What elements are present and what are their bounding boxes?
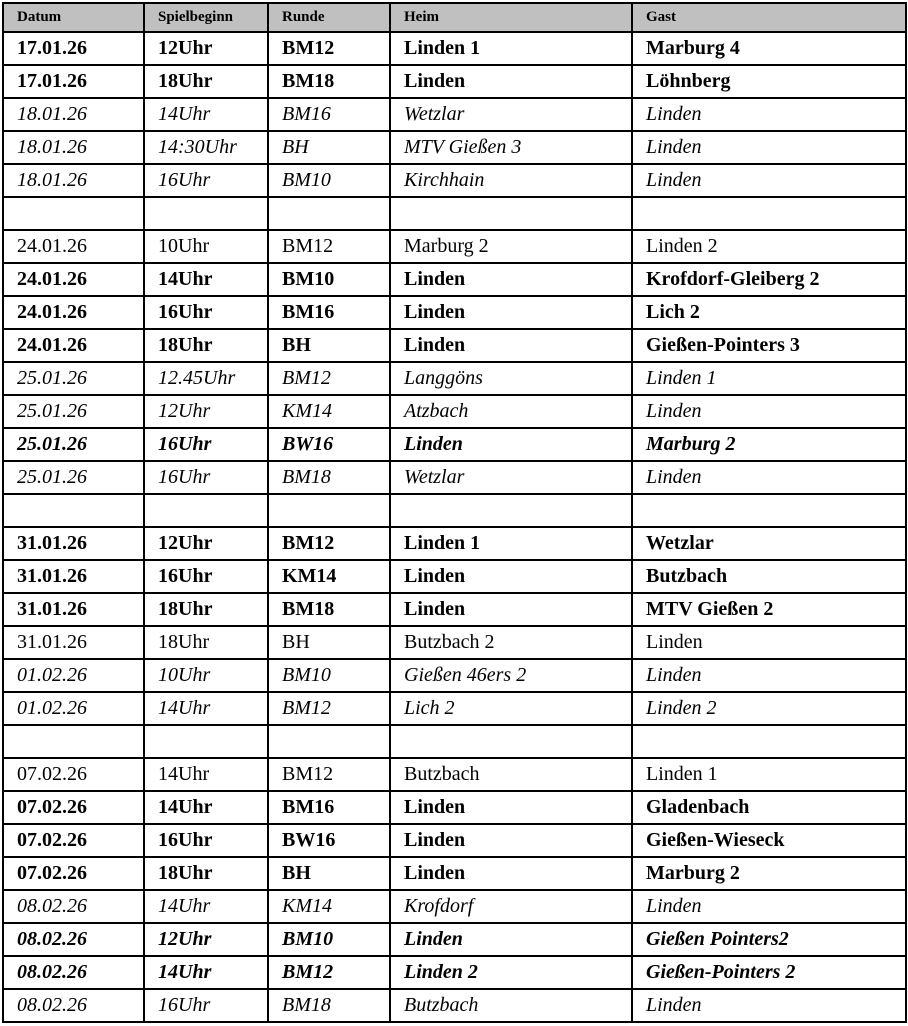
table-row — [3, 230, 906, 263]
cell-datum: 08.02.26 — [3, 890, 144, 923]
cell-runde: BM12 — [268, 758, 390, 791]
cell-gast: Linden — [632, 131, 906, 164]
cell-spielbeginn: 18Uhr — [144, 593, 268, 626]
table-header — [3, 3, 906, 32]
cell-datum — [3, 197, 144, 230]
cell-spielbeginn: 14Uhr — [144, 758, 268, 791]
cell-gast: MTV Gießen 2 — [632, 593, 906, 626]
cell-gast: Linden — [632, 461, 906, 494]
cell-runde: KM14 — [268, 560, 390, 593]
cell-gast: Linden — [632, 395, 906, 428]
table-row — [3, 164, 906, 197]
table-row — [3, 989, 906, 1022]
table-row — [3, 758, 906, 791]
cell-runde: BM12 — [268, 527, 390, 560]
cell-runde: BM10 — [268, 923, 390, 956]
cell-datum: 07.02.26 — [3, 758, 144, 791]
cell-spielbeginn: 12.45Uhr — [144, 362, 268, 395]
cell-runde: BH — [268, 329, 390, 362]
cell-datum: 31.01.26 — [3, 527, 144, 560]
cell-datum: 01.02.26 — [3, 659, 144, 692]
cell-spielbeginn — [144, 197, 268, 230]
cell-runde: BW16 — [268, 428, 390, 461]
cell-heim: Wetzlar — [390, 461, 632, 494]
cell-datum: 24.01.26 — [3, 329, 144, 362]
cell-gast: Linden — [632, 98, 906, 131]
table-row — [3, 428, 906, 461]
cell-gast: Krofdorf-Gleiberg 2 — [632, 263, 906, 296]
cell-runde — [268, 197, 390, 230]
cell-spielbeginn: 16Uhr — [144, 296, 268, 329]
cell-datum: 31.01.26 — [3, 626, 144, 659]
table-row — [3, 560, 906, 593]
cell-gast: Linden 2 — [632, 230, 906, 263]
cell-datum: 08.02.26 — [3, 923, 144, 956]
cell-spielbeginn: 16Uhr — [144, 560, 268, 593]
cell-gast: Lich 2 — [632, 296, 906, 329]
cell-spielbeginn: 14Uhr — [144, 956, 268, 989]
cell-runde — [268, 494, 390, 527]
table-row — [3, 395, 906, 428]
table-row — [3, 923, 906, 956]
cell-gast: Gießen-Pointers 3 — [632, 329, 906, 362]
cell-spielbeginn: 10Uhr — [144, 659, 268, 692]
cell-runde: BM12 — [268, 692, 390, 725]
cell-spielbeginn: 14Uhr — [144, 263, 268, 296]
cell-gast — [632, 197, 906, 230]
cell-spielbeginn: 18Uhr — [144, 857, 268, 890]
cell-runde: BM10 — [268, 164, 390, 197]
cell-spielbeginn: 12Uhr — [144, 395, 268, 428]
cell-datum: 25.01.26 — [3, 461, 144, 494]
cell-heim: Langgöns — [390, 362, 632, 395]
cell-datum — [3, 494, 144, 527]
cell-spielbeginn: 16Uhr — [144, 824, 268, 857]
cell-heim: Linden — [390, 857, 632, 890]
header-row — [3, 3, 906, 32]
table-row — [3, 65, 906, 98]
cell-spielbeginn: 14Uhr — [144, 98, 268, 131]
table-row — [3, 32, 906, 65]
cell-datum: 31.01.26 — [3, 593, 144, 626]
cell-heim: Linden 1 — [390, 527, 632, 560]
cell-gast: Gießen Pointers2 — [632, 923, 906, 956]
cell-runde: BM10 — [268, 263, 390, 296]
cell-heim: Linden — [390, 593, 632, 626]
cell-datum: 24.01.26 — [3, 263, 144, 296]
cell-gast: Linden — [632, 659, 906, 692]
cell-gast: Marburg 2 — [632, 857, 906, 890]
cell-runde: BM18 — [268, 65, 390, 98]
table-row — [3, 98, 906, 131]
cell-datum: 01.02.26 — [3, 692, 144, 725]
cell-gast: Löhnberg — [632, 65, 906, 98]
cell-heim: Linden — [390, 824, 632, 857]
cell-datum: 18.01.26 — [3, 164, 144, 197]
cell-spielbeginn — [144, 725, 268, 758]
cell-datum: 24.01.26 — [3, 230, 144, 263]
spacer-row — [3, 197, 906, 230]
cell-heim: Linden — [390, 428, 632, 461]
table-row — [3, 131, 906, 164]
spacer-row — [3, 725, 906, 758]
cell-runde: BM16 — [268, 791, 390, 824]
cell-spielbeginn: 12Uhr — [144, 923, 268, 956]
cell-datum: 08.02.26 — [3, 956, 144, 989]
cell-gast — [632, 494, 906, 527]
column-header-gast: Gast — [632, 3, 906, 32]
cell-datum: 25.01.26 — [3, 428, 144, 461]
cell-heim — [390, 725, 632, 758]
cell-gast: Linden — [632, 164, 906, 197]
table-row — [3, 329, 906, 362]
cell-spielbeginn: 14Uhr — [144, 791, 268, 824]
table-row — [3, 461, 906, 494]
table-row — [3, 296, 906, 329]
cell-gast: Linden — [632, 890, 906, 923]
cell-runde: BM12 — [268, 32, 390, 65]
cell-runde: BM16 — [268, 98, 390, 131]
cell-gast: Gießen-Wieseck — [632, 824, 906, 857]
cell-heim: MTV Gießen 3 — [390, 131, 632, 164]
cell-runde: BH — [268, 131, 390, 164]
cell-heim: Linden — [390, 263, 632, 296]
cell-heim: Butzbach 2 — [390, 626, 632, 659]
cell-runde: BH — [268, 857, 390, 890]
cell-heim — [390, 494, 632, 527]
cell-heim: Wetzlar — [390, 98, 632, 131]
cell-heim: Butzbach — [390, 758, 632, 791]
table-row — [3, 890, 906, 923]
cell-heim: Kirchhain — [390, 164, 632, 197]
cell-spielbeginn: 16Uhr — [144, 989, 268, 1022]
cell-spielbeginn: 14:30Uhr — [144, 131, 268, 164]
cell-heim: Lich 2 — [390, 692, 632, 725]
cell-spielbeginn: 12Uhr — [144, 32, 268, 65]
table-row — [3, 527, 906, 560]
cell-runde: BM12 — [268, 362, 390, 395]
cell-heim: Linden — [390, 329, 632, 362]
cell-spielbeginn — [144, 494, 268, 527]
cell-gast: Gladenbach — [632, 791, 906, 824]
spacer-row — [3, 494, 906, 527]
cell-gast: Linden — [632, 989, 906, 1022]
cell-datum: 07.02.26 — [3, 791, 144, 824]
cell-gast: Linden 1 — [632, 362, 906, 395]
cell-runde: BM18 — [268, 593, 390, 626]
cell-datum: 18.01.26 — [3, 98, 144, 131]
cell-gast: Marburg 2 — [632, 428, 906, 461]
cell-datum: 07.02.26 — [3, 824, 144, 857]
table-row — [3, 956, 906, 989]
cell-runde: BM16 — [268, 296, 390, 329]
cell-datum: 17.01.26 — [3, 32, 144, 65]
table-row — [3, 593, 906, 626]
cell-runde: KM14 — [268, 890, 390, 923]
cell-runde: BM10 — [268, 659, 390, 692]
cell-spielbeginn: 18Uhr — [144, 329, 268, 362]
cell-spielbeginn: 14Uhr — [144, 890, 268, 923]
cell-gast: Gießen-Pointers 2 — [632, 956, 906, 989]
table-row — [3, 692, 906, 725]
cell-datum: 25.01.26 — [3, 395, 144, 428]
cell-spielbeginn: 16Uhr — [144, 164, 268, 197]
cell-datum: 25.01.26 — [3, 362, 144, 395]
cell-heim: Atzbach — [390, 395, 632, 428]
cell-heim: Linden — [390, 923, 632, 956]
cell-heim: Linden — [390, 791, 632, 824]
cell-gast: Linden 2 — [632, 692, 906, 725]
cell-heim — [390, 197, 632, 230]
cell-spielbeginn: 12Uhr — [144, 527, 268, 560]
cell-runde: BH — [268, 626, 390, 659]
cell-datum: 07.02.26 — [3, 857, 144, 890]
cell-spielbeginn: 16Uhr — [144, 461, 268, 494]
cell-heim: Linden — [390, 560, 632, 593]
table-row — [3, 362, 906, 395]
cell-runde: BM18 — [268, 461, 390, 494]
cell-runde: KM14 — [268, 395, 390, 428]
cell-heim: Butzbach — [390, 989, 632, 1022]
cell-heim: Gießen 46ers 2 — [390, 659, 632, 692]
schedule-table — [2, 2, 907, 1023]
table-row — [3, 659, 906, 692]
column-header-datum: Datum — [3, 3, 144, 32]
cell-datum: 31.01.26 — [3, 560, 144, 593]
cell-gast: Linden — [632, 626, 906, 659]
cell-gast — [632, 725, 906, 758]
cell-datum: 08.02.26 — [3, 989, 144, 1022]
cell-runde: BM12 — [268, 956, 390, 989]
table-row — [3, 263, 906, 296]
cell-heim: Linden 2 — [390, 956, 632, 989]
cell-gast: Marburg 4 — [632, 32, 906, 65]
cell-heim: Linden — [390, 65, 632, 98]
cell-heim: Linden — [390, 296, 632, 329]
cell-datum: 18.01.26 — [3, 131, 144, 164]
cell-datum — [3, 725, 144, 758]
table-row — [3, 791, 906, 824]
column-header-runde: Runde — [268, 3, 390, 32]
table-body — [3, 32, 906, 1022]
cell-spielbeginn: 14Uhr — [144, 692, 268, 725]
cell-runde: BM18 — [268, 989, 390, 1022]
cell-gast: Wetzlar — [632, 527, 906, 560]
cell-runde — [268, 725, 390, 758]
cell-gast: Linden 1 — [632, 758, 906, 791]
cell-heim: Krofdorf — [390, 890, 632, 923]
cell-datum: 24.01.26 — [3, 296, 144, 329]
cell-gast: Butzbach — [632, 560, 906, 593]
column-header-heim: Heim — [390, 3, 632, 32]
cell-heim: Linden 1 — [390, 32, 632, 65]
cell-spielbeginn: 16Uhr — [144, 428, 268, 461]
cell-heim: Marburg 2 — [390, 230, 632, 263]
cell-datum: 17.01.26 — [3, 65, 144, 98]
cell-runde: BW16 — [268, 824, 390, 857]
column-header-spielbeginn: Spielbeginn — [144, 3, 268, 32]
cell-spielbeginn: 10Uhr — [144, 230, 268, 263]
cell-spielbeginn: 18Uhr — [144, 65, 268, 98]
cell-runde: BM12 — [268, 230, 390, 263]
table-row — [3, 626, 906, 659]
cell-spielbeginn: 18Uhr — [144, 626, 268, 659]
table-row — [3, 857, 906, 890]
table-row — [3, 824, 906, 857]
